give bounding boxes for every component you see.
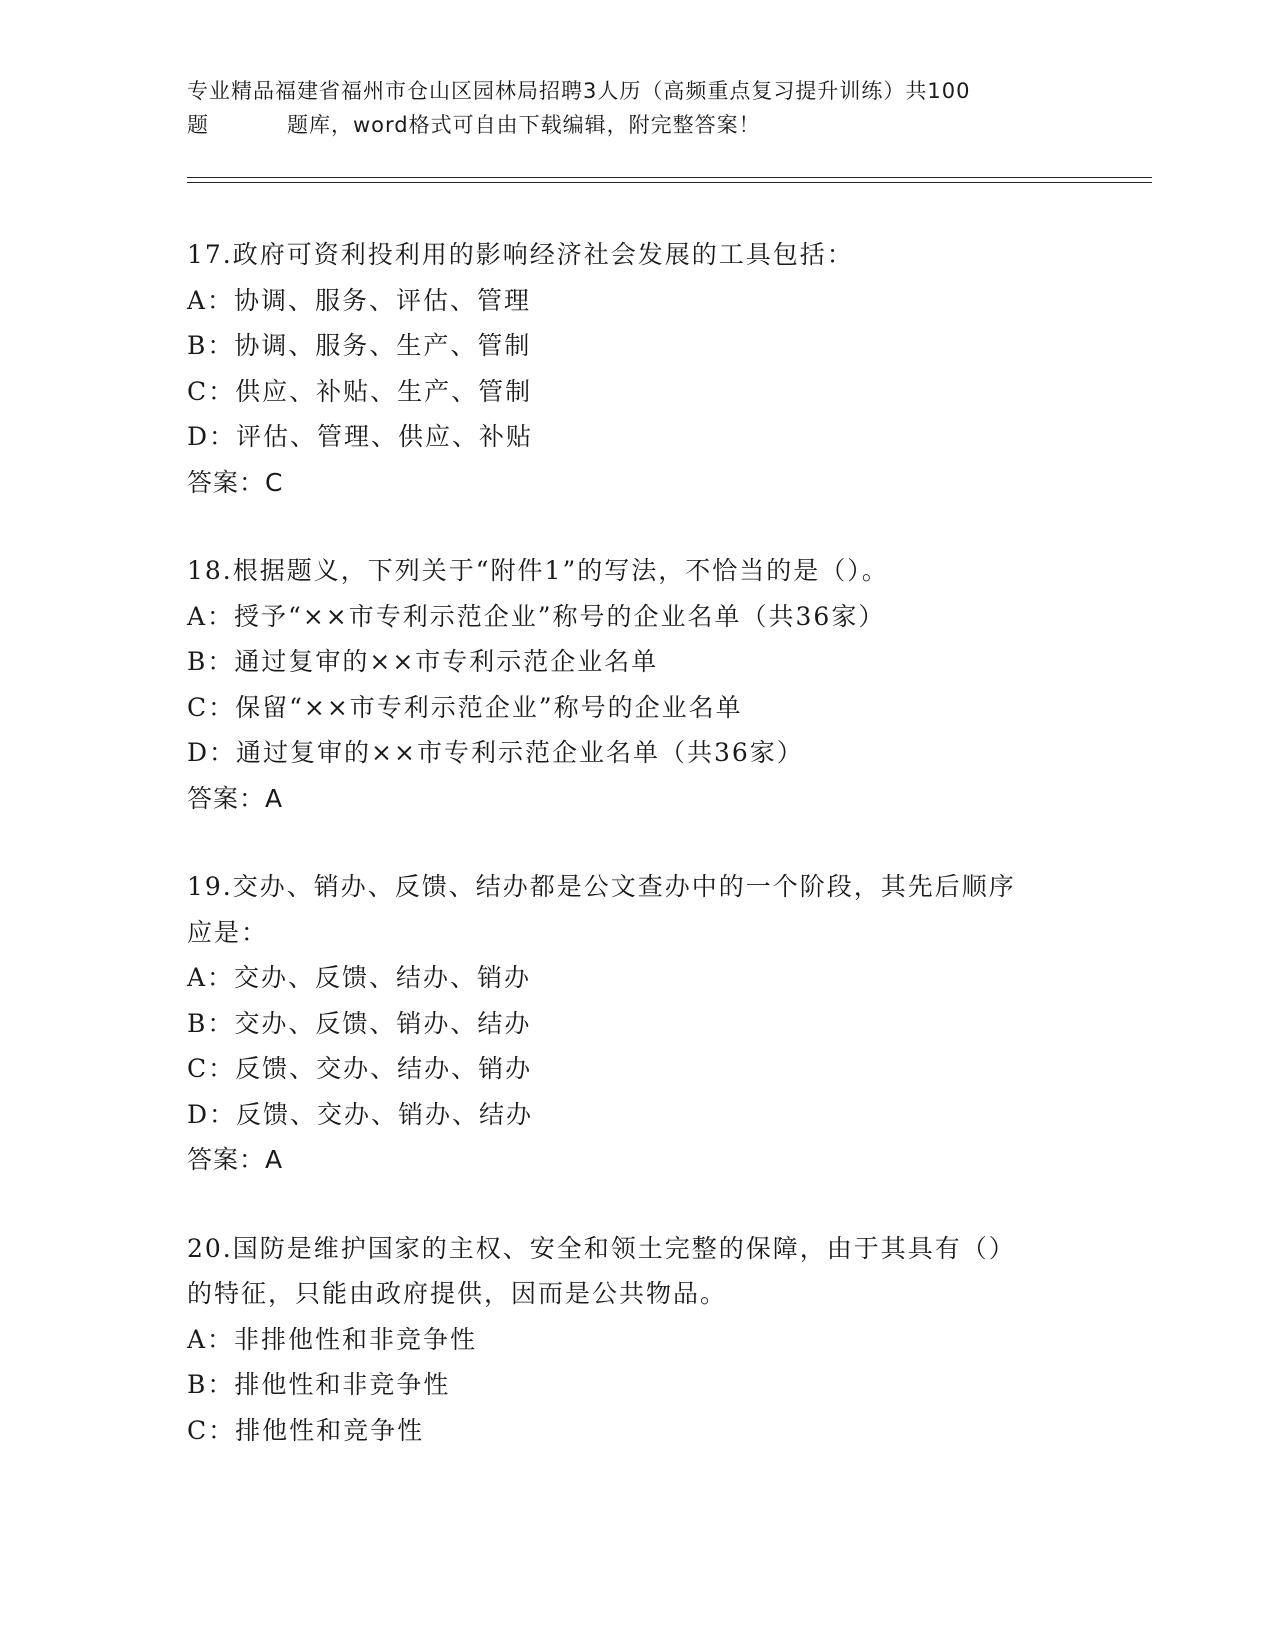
option-b: B：协调、服务、生产、管制 <box>187 331 532 360</box>
header-line2-prefix: 题 <box>187 113 209 137</box>
header-divider-top <box>187 177 1152 178</box>
question-stem-continued: 的特征，只能由政府提供，因而是公共物品。 <box>187 1279 728 1308</box>
option-a: A：授予“××市专利示范企业”称号的企业名单（共36家） <box>187 601 886 631</box>
question-stem-continued: 应是： <box>187 917 269 947</box>
question-17 <box>187 232 1087 505</box>
option-c: C：保留“××市专利示范企业”称号的企业名单 <box>187 692 743 722</box>
answer: 答案：A <box>187 783 284 813</box>
option-c: C：反馈、交办、结办、销办 <box>187 1054 533 1083</box>
answer: 答案：C <box>187 467 284 497</box>
document-header <box>187 74 1087 142</box>
option-b: B：排他性和非竞争性 <box>187 1370 451 1399</box>
question-list <box>187 232 1087 1496</box>
question-stem: 19.交办、销办、反馈、结办都是公文查办中的一个阶段，其先后顺序 <box>187 872 1016 901</box>
question-19 <box>187 864 1087 1183</box>
header-title-line2 <box>187 108 1087 142</box>
question-18 <box>187 548 1087 821</box>
option-d: D：反馈、交办、销办、结办 <box>187 1099 534 1129</box>
question-20 <box>187 1226 1087 1454</box>
option-c: C：供应、补贴、生产、管制 <box>187 376 533 406</box>
answer: 答案：A <box>187 1145 284 1174</box>
option-a: A：交办、反馈、结办、销办 <box>187 963 532 992</box>
question-stem: 20.国防是维护国家的主权、安全和领土完整的保障，由于其具有（） <box>187 1233 1016 1263</box>
question-stem: 17.政府可资利投利用的影响经济社会发展的工具包括： <box>187 240 854 269</box>
option-d: D：通过复审的××市专利示范企业名单（共36家） <box>187 738 804 767</box>
option-a: A：协调、服务、评估、管理 <box>187 285 532 315</box>
header-divider-bottom <box>187 182 1152 183</box>
option-b: B：通过复审的××市专利示范企业名单 <box>187 647 659 676</box>
option-d: D：评估、管理、供应、补贴 <box>187 422 534 451</box>
option-b: B：交办、反馈、销办、结办 <box>187 1008 532 1038</box>
question-stem: 18.根据题义，下列关于“附件1”的写法，不恰当的是（）。 <box>187 556 889 585</box>
option-c: C：排他性和竞争性 <box>187 1415 425 1445</box>
option-a: A：非排他性和非竞争性 <box>187 1324 478 1354</box>
header-title-line1: 专业精品福建省福州市仓山区园林局招聘3人历（高频重点复习提升训练）共100 <box>187 79 971 103</box>
header-line2-text: 题库，word格式可自由下载编辑，附完整答案！ <box>287 113 761 137</box>
